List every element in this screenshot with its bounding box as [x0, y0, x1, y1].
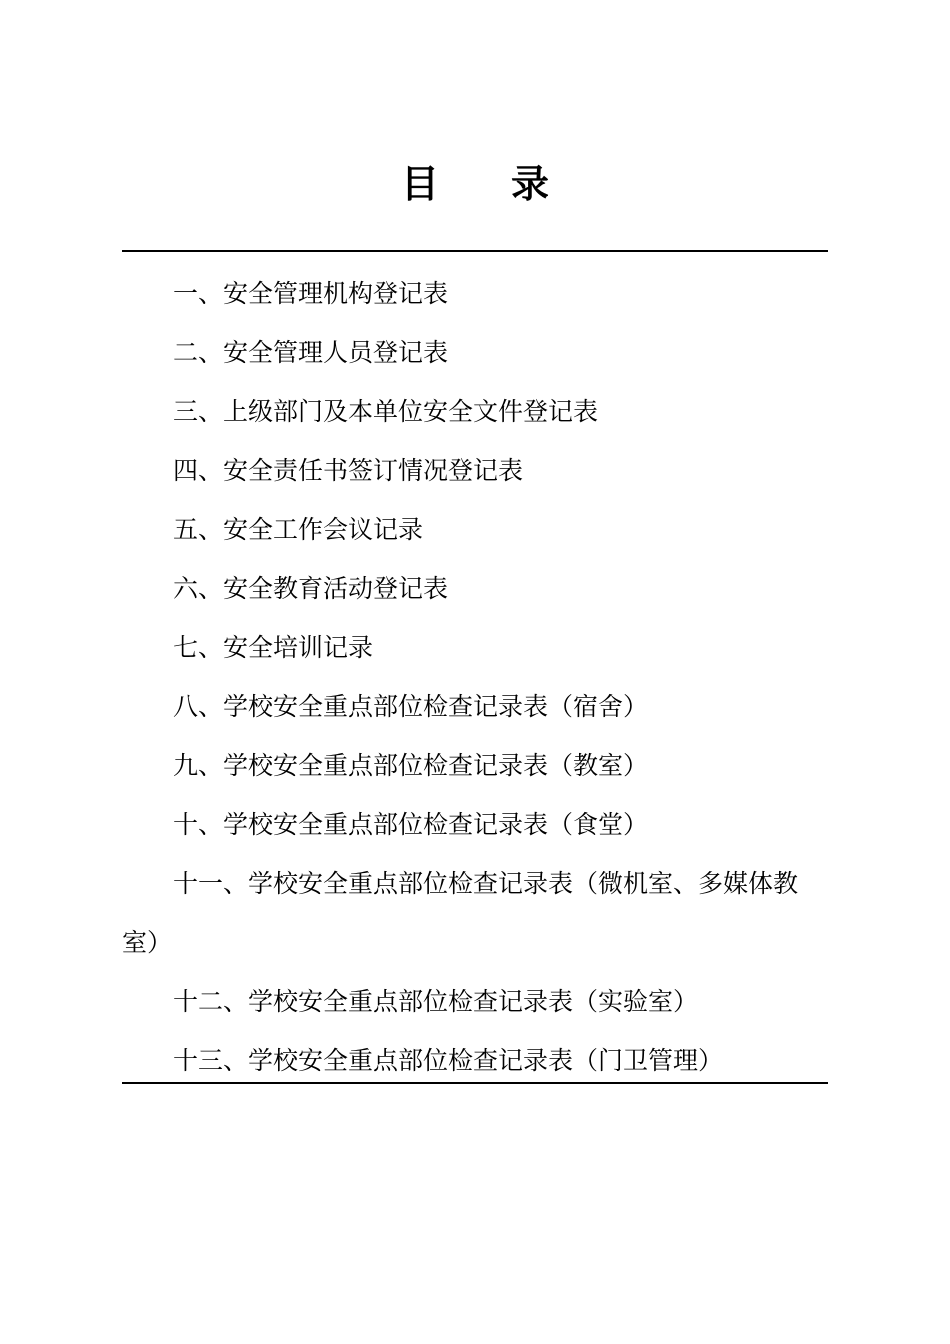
- toc-item-12: 十二、学校安全重点部位检查记录表（实验室）: [173, 987, 699, 1016]
- title-char-2: 录: [511, 162, 550, 206]
- toc-item-1: 一、安全管理机构登记表: [173, 279, 449, 308]
- toc-item-7: 七、安全培训记录: [173, 633, 374, 662]
- toc-item-3: 三、上级部门及本单位安全文件登记表: [173, 397, 599, 426]
- toc-item-10: 十、学校安全重点部位检查记录表（食堂）: [173, 810, 649, 839]
- toc-item-4: 四、安全责任书签订情况登记表: [173, 456, 524, 485]
- toc-item-5: 五、安全工作会议记录: [173, 515, 424, 544]
- page-title: [0, 158, 950, 210]
- toc-item-9: 九、学校安全重点部位检查记录表（教室）: [173, 751, 649, 780]
- top-divider: [122, 250, 828, 252]
- title-char-1: 目: [400, 162, 439, 206]
- toc-item-11: 十一、学校安全重点部位检查记录表（微机室、多媒体教室）: [122, 869, 799, 957]
- table-of-contents: [122, 264, 828, 1090]
- bottom-divider: [122, 1082, 828, 1084]
- toc-item-13: 十三、学校安全重点部位检查记录表（门卫管理）: [173, 1046, 724, 1075]
- toc-item-8: 八、学校安全重点部位检查记录表（宿舍）: [173, 692, 649, 721]
- toc-item-6: 六、安全教育活动登记表: [173, 574, 449, 603]
- toc-item-2: 二、安全管理人员登记表: [173, 338, 449, 367]
